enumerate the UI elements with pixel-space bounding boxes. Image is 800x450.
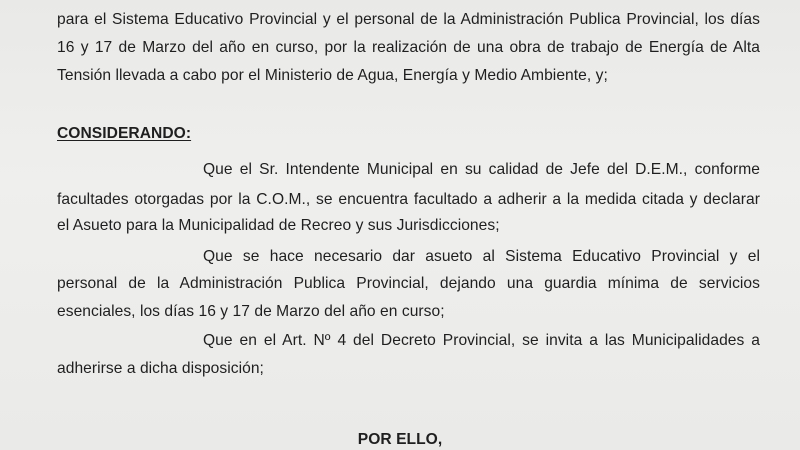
intro-line-1: para el Sistema Educativo Provincial y el personal de la Administración Publica Provincial, los días [57,11,760,28]
considerando-heading: CONSIDERANDO: [57,125,192,142]
intro-line-3: Tensión llevada a cabo por el Ministerio de Agua, Energía y Medio Ambiente, y; [57,67,608,84]
paragraph2-line-1: Que se hace necesario dar asueto al Sistema Educativo Provincial y el [203,248,760,265]
intro-line-2: 16 y 17 de Marzo del año en curso, por la realización de una obra de trabajo de Energía de Alta [57,39,760,56]
paragraph1-line-1: Que el Sr. Intendente Municipal en su calidad de Jefe del D.E.M., conforme [203,161,760,178]
paragraph1-line-3: el Asueto para la Municipalidad de Recreo y sus Jurisdicciones; [57,217,500,234]
paragraph2-line-2: personal de la Administración Publica Provincial, dejando una guardia mínima de servicios [57,275,760,292]
por-ello-heading: POR ELLO, [357,431,443,448]
paragraph3-line-1: Que en el Art. Nº 4 del Decreto Provincial, se invita a las Municipalidades a [203,332,760,349]
paragraph2-line-3: esenciales, los días 16 y 17 de Marzo del año en curso; [57,303,445,320]
paragraph1-line-2: facultades otorgadas por la C.O.M., se encuentra facultado a adherir a la medida citada y declarar [57,191,760,208]
paragraph3-line-2: adherirse a dicha disposición; [57,360,264,377]
